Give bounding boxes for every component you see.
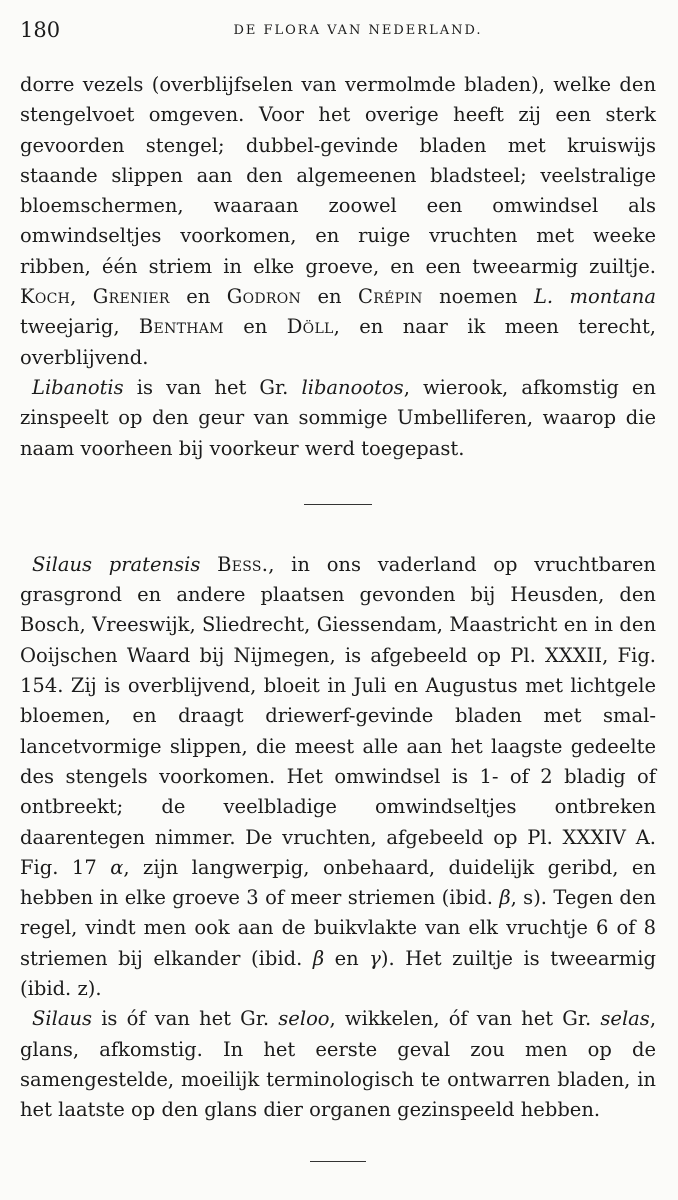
text-run: tweejarig,	[20, 315, 139, 339]
text-run: , s). Tegen den regel, vindt men ook aan de buikvlakte van elk vruchtje 6 of 8 striemen bij elkander (ibid.	[20, 886, 656, 970]
species-name: L. montana	[533, 285, 656, 309]
text-run: , zijn langwerpig, onbehaard, duidelijk geribd, en hebben in elke groeve 3 of meer striemen (ibid.	[20, 855, 656, 910]
author-koch: Koch	[20, 285, 71, 309]
greek-word: seloo	[278, 1007, 330, 1031]
genus-name: Silaus	[32, 1007, 93, 1031]
author-crepin: Crépin	[358, 285, 423, 309]
page-header	[20, 18, 656, 48]
greek-letter: β	[499, 886, 511, 910]
text-run: is van het Gr.	[123, 375, 302, 399]
text-run: dorre vezels (overblijfselen van vermolmde bladen), welke den stengelvoet omgeven. Voor het overige heeft zij een sterk gevoorden stengel; dubbel-gevinde bladen met kruiswijs staande slippen aan den algemeenen bladsteel; veelstralige bloemschermen, waaraan zoowel een omwindsel als omwindseltjes voorkomen, en ruige vruchten met weeke ribben, één striem in elke groeve, en een tweearmig zuiltje.	[20, 73, 656, 278]
paragraph-silaus-etymology	[20, 1004, 656, 1125]
genus-name: Libanotis	[32, 375, 124, 399]
text-run: is óf van het Gr.	[92, 1007, 279, 1031]
greek-word: selas	[600, 1007, 650, 1031]
running-title: DE FLORA VAN NEDERLAND.	[233, 23, 483, 38]
text-run: en	[301, 285, 359, 309]
paragraph-libanotis-description	[20, 70, 656, 373]
text-run: , wikkelen, óf van het Gr.	[329, 1007, 601, 1031]
section-divider	[304, 504, 372, 505]
greek-letter: α	[110, 855, 124, 879]
text-run: en	[169, 285, 227, 309]
greek-letter: γ	[369, 946, 381, 970]
text-run: en	[324, 946, 370, 970]
text-run: ,	[70, 285, 93, 309]
paragraph-silaus-description	[20, 550, 656, 1004]
text-run: ). Het zuiltje is tweearmig (ibid. z).	[20, 946, 656, 1001]
text-run: , glans, afkomstig. In het eerste geval zou men op de samengestelde, moeilijk terminologisch te ontwarren bladen, in het laatste op den glans dier organen gezinspeeld hebben.	[20, 1007, 657, 1122]
author-bess: Bess.	[217, 552, 269, 576]
author-godron: Godron	[226, 285, 302, 309]
paragraph-libanotis-etymology	[20, 373, 656, 464]
greek-letter: β	[312, 946, 325, 970]
page-body	[20, 70, 656, 1162]
section-divider	[310, 1161, 366, 1162]
author-grenier: Grenier	[92, 285, 170, 309]
greek-word: libanootos	[301, 375, 404, 399]
species-name: Silaus pratensis	[32, 552, 201, 576]
author-doll: Döll	[286, 315, 334, 339]
text-run: noemen	[422, 285, 534, 309]
text-run: , wierook, afkomstig en zinspeelt op den geur van sommige Umbelliferen, waarop die naam voorheen bij voorkeur werd toegepast.	[20, 375, 656, 460]
author-bentham: Bentham	[138, 315, 224, 339]
text-run: , in ons vaderland op vruchtbaren grasgrond en andere plaatsen gevonden bij Heusden, den Bosch, Vreeswijk, Sliedrecht, Giessendam, Maastricht en in den Ooijschen Waard bij Nijmegen, is afgebeeld op Pl. XXXII, Fig. 154. Zij is overblijvend, bloeit in Juli en Augustus met lichtgele bloemen, en draagt driewerf-gevinde bladen met smal-lancetvormige slippen, die meest alle aan het laagste gedeelte des stengels voorkomen. Het omwindsel is 1- of 2 bladig of ontbreekt; de veelbladige omwindseltjes ontbreken daarentegen nimmer. De vruchten, afgebeeld op Pl. XXXIV A. Fig. 17	[20, 552, 656, 879]
page-number: 180	[20, 18, 61, 42]
text-run: , en naar ik meen terecht, overblijvend.	[20, 315, 657, 369]
text-run: en	[223, 315, 287, 339]
